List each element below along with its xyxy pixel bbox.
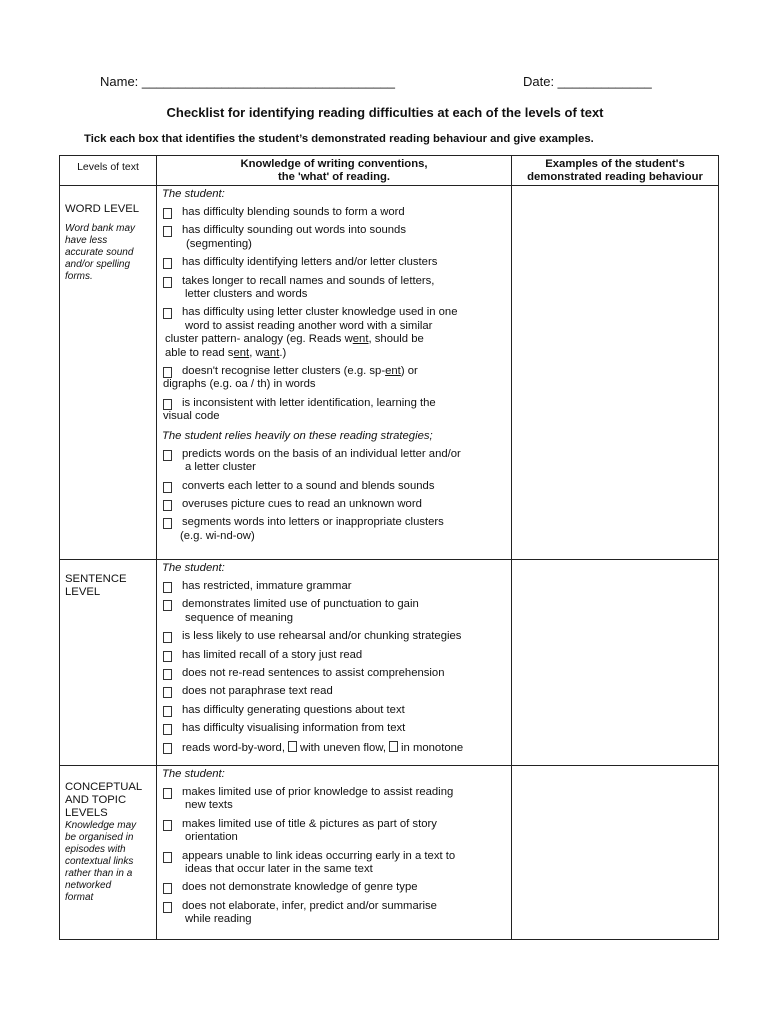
conceptual-level-cell: [60, 766, 157, 940]
checkbox[interactable]: [163, 399, 172, 410]
levels-header: Levels of text: [60, 156, 157, 186]
conceptual-level-examples-cell[interactable]: [512, 766, 719, 940]
item-text: segments words into letters or inappropriate clusters: [182, 516, 444, 529]
word-level-row: [60, 186, 719, 560]
item-text: sequence of meaning: [185, 611, 294, 624]
item-text: letter clusters and words: [185, 288, 308, 301]
item-text: is less likely to use rehearsal and/or chunking strategies: [182, 630, 462, 643]
item-text-part: ent: [352, 333, 369, 346]
sentence-level-title-line2: LEVEL: [65, 586, 101, 598]
item-text: [165, 333, 507, 346]
item-text: new texts: [185, 799, 233, 812]
checklist-item: [162, 256, 507, 269]
checkbox[interactable]: [163, 724, 172, 735]
checklist-item: [162, 850, 507, 877]
checkbox[interactable]: [163, 367, 172, 378]
note-line: and/or spelling: [65, 259, 131, 270]
item-text-part: cluster pattern- analogy (eg. Reads w: [165, 333, 353, 346]
item-text: demonstrates limited use of punctuation to gain: [182, 598, 419, 611]
student-intro: The student:: [162, 188, 225, 200]
checklist-item: [162, 206, 507, 219]
note-line: have less: [65, 235, 108, 246]
checkbox[interactable]: [163, 500, 172, 511]
checkbox[interactable]: [163, 651, 172, 662]
item-text: has restricted, immature grammar: [182, 580, 352, 592]
sentence-level-row: [60, 560, 719, 766]
item-text: a letter cluster: [185, 461, 256, 474]
checklist-item: [162, 480, 507, 493]
checkbox[interactable]: [163, 482, 172, 493]
item-text-part: .): [279, 346, 287, 359]
word-level-note: [65, 223, 153, 283]
item-text: has difficulty sounding out words into sounds: [182, 224, 406, 237]
item-text: converts each letter to a sound and blends sounds: [182, 479, 435, 492]
item-text: makes limited use of prior knowledge to assist reading: [182, 786, 454, 798]
knowledge-header: [157, 156, 512, 186]
checkbox[interactable]: [163, 600, 172, 611]
item-text-part: , w: [249, 346, 264, 359]
item-text: has difficulty using letter cluster knowledge used in one: [182, 306, 458, 319]
item-text: [182, 365, 507, 378]
note-line: format: [65, 892, 94, 903]
checkbox[interactable]: [163, 743, 172, 754]
checklist-item: [162, 649, 507, 662]
note-line: accurate sound: [65, 247, 134, 258]
checklist-item: [162, 516, 507, 543]
checklist-item: [162, 498, 507, 511]
examples-header-line1: Examples of the student's: [545, 158, 685, 170]
checkbox[interactable]: [163, 820, 172, 831]
checkbox[interactable]: [163, 669, 172, 680]
item-text-part: ant: [263, 346, 280, 359]
checkbox[interactable]: [389, 741, 398, 752]
sentence-level-title-line1: SENTENCE: [65, 573, 127, 585]
note-line: contextual links: [65, 856, 134, 867]
checkbox[interactable]: [163, 632, 172, 643]
item-text: takes longer to recall names and sounds of letters,: [182, 274, 435, 287]
word-level-title: WORD LEVEL: [65, 203, 140, 215]
item-text-part: , should be: [368, 333, 424, 346]
checklist-item: [162, 818, 507, 845]
examples-header: [512, 156, 719, 186]
checklist-item: [162, 598, 507, 625]
checkbox[interactable]: [163, 450, 172, 461]
checklist-item: [162, 630, 507, 643]
item-text: digraphs (e.g. oa / th) in words: [163, 378, 316, 391]
instructions: Tick each box that identifies the student’s demonstrated reading behaviour and give examples.: [84, 133, 594, 145]
item-text: (e.g. wi-nd-ow): [180, 529, 255, 542]
checkbox[interactable]: [163, 902, 172, 913]
checkbox[interactable]: [163, 208, 172, 219]
checkbox[interactable]: [163, 883, 172, 894]
student-intro: The student:: [162, 562, 225, 574]
checklist-item: [162, 741, 507, 755]
item-text: predicts words on the basis of an individual letter and/or: [182, 447, 461, 460]
item-text: makes limited use of title & pictures as part of story: [182, 817, 437, 830]
item-text: reads word-by-word,: [182, 741, 285, 754]
item-text: appears unable to link ideas occurring early in a text to: [182, 849, 456, 862]
item-text: has limited recall of a story just read: [182, 648, 363, 661]
checklist-item: [162, 275, 507, 302]
checkbox[interactable]: [163, 687, 172, 698]
word-level-cell: [60, 186, 157, 560]
note-line: be organised in: [65, 832, 134, 843]
item-text: does not elaborate, infer, predict and/or summarise: [182, 899, 437, 912]
conceptual-level-title-line: CONCEPTUAL: [65, 781, 143, 793]
word-level-examples-cell[interactable]: [512, 186, 719, 560]
checkbox[interactable]: [163, 518, 172, 529]
page-title: Checklist for identifying reading difficulties at each of the levels of text: [166, 105, 604, 120]
item-text: has difficulty generating questions about text: [182, 703, 405, 716]
item-text: in monotone: [401, 741, 464, 754]
item-text-part: doesn't recognise letter clusters (e.g. sp-: [182, 365, 386, 378]
sentence-level-cell: [60, 560, 157, 766]
checklist-item: [162, 704, 507, 717]
note-line: Knowledge may: [65, 820, 137, 831]
date-field-label[interactable]: Date: _____________: [523, 74, 652, 89]
conceptual-level-items: [157, 766, 512, 940]
checklist-item: [162, 722, 507, 735]
word-level-items: [157, 186, 512, 560]
item-text: orientation: [185, 831, 238, 844]
checkbox[interactable]: [163, 277, 172, 288]
examples-header-line2: demonstrated reading behaviour: [527, 171, 703, 183]
item-text-part: ent: [385, 365, 401, 378]
item-text-part: ) or: [400, 365, 418, 378]
item-text: ideas that occur later in the same text: [185, 863, 373, 876]
checklist-item: [162, 900, 507, 927]
item-text: does not paraphrase text read: [182, 685, 333, 698]
note-line: networked: [65, 880, 112, 891]
checkbox[interactable]: [163, 308, 172, 319]
sentence-level-examples-cell[interactable]: [512, 560, 719, 766]
item-text: does not re-read sentences to assist comprehension: [182, 667, 445, 680]
name-field-label[interactable]: Name: ___________________________________: [100, 74, 395, 89]
item-text: while reading: [185, 913, 252, 926]
checkbox[interactable]: [163, 788, 172, 799]
checklist-item: [162, 667, 507, 680]
item-text: visual code: [163, 410, 220, 423]
item-text: word to assist reading another word with a similar: [185, 319, 433, 332]
table-header-row: [60, 156, 719, 186]
item-text: with uneven flow,: [299, 741, 387, 754]
checklist-item: [162, 580, 507, 593]
checkbox[interactable]: [163, 258, 172, 269]
item-text: does not demonstrate knowledge of genre type: [182, 881, 418, 894]
note-line: Word bank may: [65, 223, 136, 234]
checklist-item: [162, 685, 507, 698]
knowledge-header-line2: the 'what' of reading.: [277, 171, 391, 183]
item-text: overuses picture cues to read an unknown word: [182, 497, 422, 510]
item-text: has difficulty identifying letters and/or letter clusters: [182, 256, 438, 269]
conceptual-level-row: [60, 766, 719, 940]
checklist-table: [59, 155, 719, 940]
checklist-item: [162, 224, 507, 251]
checklist-item: [162, 365, 507, 392]
item-text: (segmenting): [186, 237, 252, 250]
note-line: rather than in a: [65, 868, 133, 879]
strategies-intro: The student relies heavily on these reading strategies;: [162, 429, 433, 442]
checklist-item: [162, 397, 507, 424]
item-text-part: able to read s: [165, 346, 234, 359]
checkbox[interactable]: [163, 706, 172, 717]
conceptual-level-title-line: AND TOPIC: [65, 794, 127, 806]
item-text-part: ent: [233, 346, 250, 359]
student-intro: The student:: [162, 768, 225, 780]
checkbox[interactable]: [288, 741, 297, 752]
checklist-item: [162, 786, 507, 813]
sentence-level-items: [157, 560, 512, 766]
item-text: has difficulty visualising information from text: [182, 722, 406, 735]
checklist-item: [162, 448, 507, 475]
item-text: [165, 347, 507, 360]
checkbox[interactable]: [163, 852, 172, 863]
conceptual-level-title-line: LEVELS: [65, 807, 108, 819]
item-text: is inconsistent with letter identification, learning the: [182, 396, 436, 409]
checkbox[interactable]: [163, 582, 172, 593]
checklist-item: [162, 306, 507, 360]
item-text: has difficulty blending sounds to form a word: [182, 206, 405, 218]
note-line: episodes with: [65, 844, 126, 855]
checkbox[interactable]: [163, 226, 172, 237]
conceptual-level-note: [65, 820, 153, 904]
checklist-item: [162, 881, 507, 894]
note-line: forms.: [65, 271, 93, 282]
knowledge-header-line1: Knowledge of writing conventions,: [240, 158, 428, 170]
